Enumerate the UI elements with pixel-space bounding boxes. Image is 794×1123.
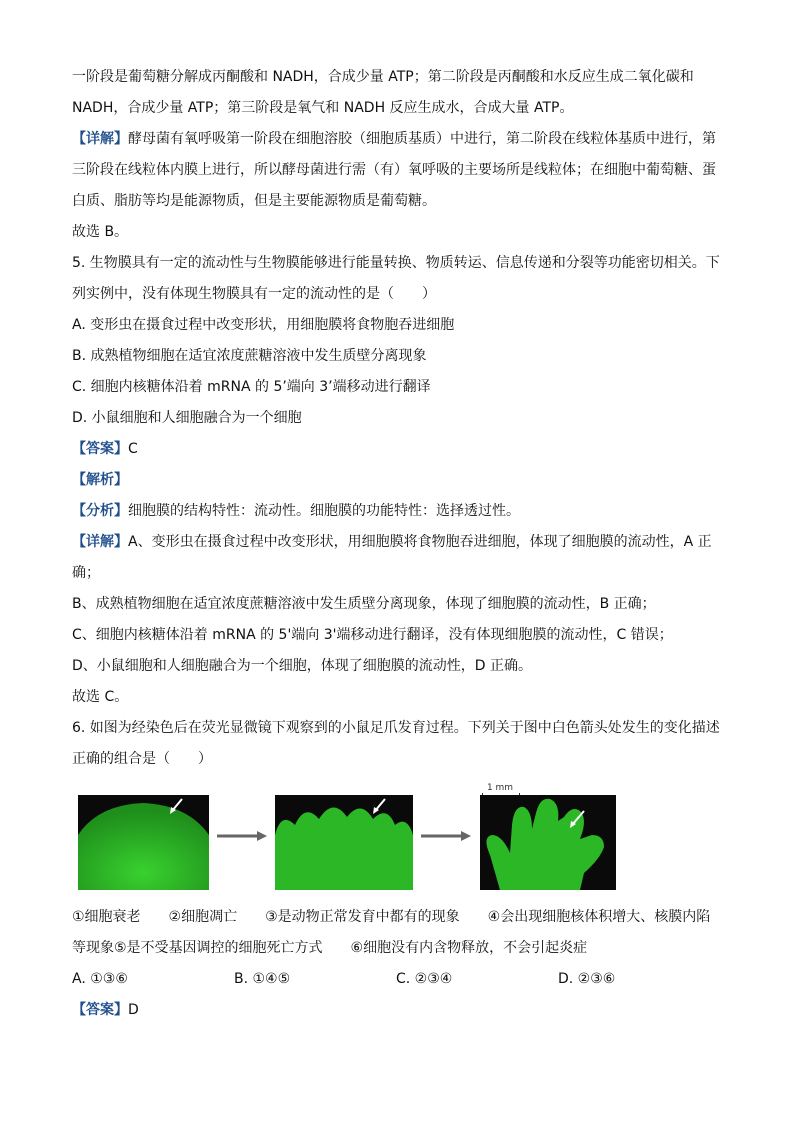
- option-c: C. 细胞内核糖体沿着 mRNA 的 5’端向 3’端移动进行翻译: [72, 379, 431, 395]
- answer-value: C: [128, 441, 138, 457]
- text-line: 白质、脂肪等均是能源物质，但是主要能源物质是葡萄糖。: [72, 193, 436, 209]
- option-c: C. ②③④: [396, 971, 453, 987]
- option-a: A. 变形虫在摄食过程中改变形状，用细胞膜将食物胞吞进细胞: [72, 317, 455, 333]
- scale-label: 1 mm: [486, 783, 514, 793]
- figure-row: [72, 783, 722, 898]
- option-b: B. 成熟植物细胞在适宜浓度蔗糖溶液中发生质壁分离现象: [72, 348, 427, 364]
- text-span: A、变形虫在摄食过程中改变形状，用细胞膜将食物胞吞进细胞，体现了细胞膜的流动性，A 正: [128, 534, 712, 550]
- answer-line: [72, 995, 722, 1026]
- xiangjie-line: [72, 527, 722, 558]
- text-line: 故选 B。: [72, 224, 129, 240]
- answer-tag: 【答案】: [72, 441, 128, 457]
- analysis-tag: 【解析】: [72, 472, 128, 488]
- question-stem: 正确的组合是（ ）: [72, 751, 212, 767]
- text-line: D、小鼠细胞和人细胞融合为一个细胞，体现了细胞膜的流动性，D 正确。: [72, 658, 533, 674]
- xiangjie-tag: 【详解】: [72, 534, 128, 550]
- document-page: [72, 62, 722, 1026]
- answer-value: D: [128, 1002, 139, 1018]
- statement-line: 等现象⑤是不受基因调控的细胞死亡方式 ⑥细胞没有内含物释放，不会引起炎症: [72, 940, 588, 956]
- arrow-right-icon: [421, 827, 471, 846]
- options-row: [72, 964, 722, 995]
- text-line: 一阶段是葡萄糖分解成丙酮酸和 NADH，合成少量 ATP；第二阶段是丙酮酸和水反应生成二氧化碳和: [72, 69, 694, 85]
- text-span: 细胞膜的结构特性：流动性。细胞膜的功能特性：选择透过性。: [128, 503, 520, 519]
- text-span: 酵母菌有氧呼吸第一阶段在细胞溶胶（细胞质基质）中进行，第二阶段在线粒体基质中进行，第: [128, 131, 716, 147]
- microscope-image-3: [480, 795, 616, 890]
- option-b: B. ①④⑤: [234, 971, 291, 987]
- text-line: B、成熟植物细胞在适宜浓度蔗糖溶液中发生质壁分离现象，体现了细胞膜的流动性，B 正确；: [72, 596, 656, 612]
- microscope-image-1: [78, 795, 209, 890]
- question-stem: 6. 如图为经染色后在荧光显微镜下观察到的小鼠足爪发育过程。下列关于图中白色箭头处发生的变化描述: [72, 720, 720, 736]
- option-d: D. ②③⑥: [558, 971, 616, 987]
- answer-tag: 【答案】: [72, 1002, 128, 1018]
- section-tag: 【详解】: [72, 131, 128, 147]
- text-line: 三阶段在线粒体内膜上进行，所以酵母菌进行需（有）氧呼吸的主要场所是线粒体；在细胞中葡萄糖、蛋: [72, 162, 716, 178]
- statement-line: ①细胞衰老 ②细胞凋亡 ③是动物正常发育中都有的现象 ④会出现细胞核体积增大、核膜内陷: [72, 909, 711, 925]
- option-a: A. ①③⑥: [72, 971, 128, 987]
- arrow-right-icon: [217, 827, 267, 846]
- microscope-image-2: [275, 795, 413, 890]
- fenxi-line: [72, 496, 722, 527]
- text-line: 故选 C。: [72, 689, 129, 705]
- fenxi-tag: 【分析】: [72, 503, 128, 519]
- question-stem: 列实例中，没有体现生物膜具有一定的流动性的是（ ）: [72, 286, 436, 302]
- option-d: D. 小鼠细胞和人细胞融合为一个细胞: [72, 410, 302, 426]
- text-line: C、细胞内核糖体沿着 mRNA 的 5'端向 3'端移动进行翻译，没有体现细胞膜的流动性，C 错误；: [72, 627, 673, 643]
- analysis-line: [72, 465, 722, 496]
- text-line: NADH，合成少量 ATP；第三阶段是氧气和 NADH 反应生成水，合成大量 ATP。: [72, 100, 574, 116]
- text-line: [72, 124, 722, 155]
- question-stem: 5. 生物膜具有一定的流动性与生物膜能够进行能量转换、物质转运、信息传递和分裂等功能密切相关。下: [72, 255, 720, 271]
- answer-line: [72, 434, 722, 465]
- text-line: 确；: [72, 565, 100, 581]
